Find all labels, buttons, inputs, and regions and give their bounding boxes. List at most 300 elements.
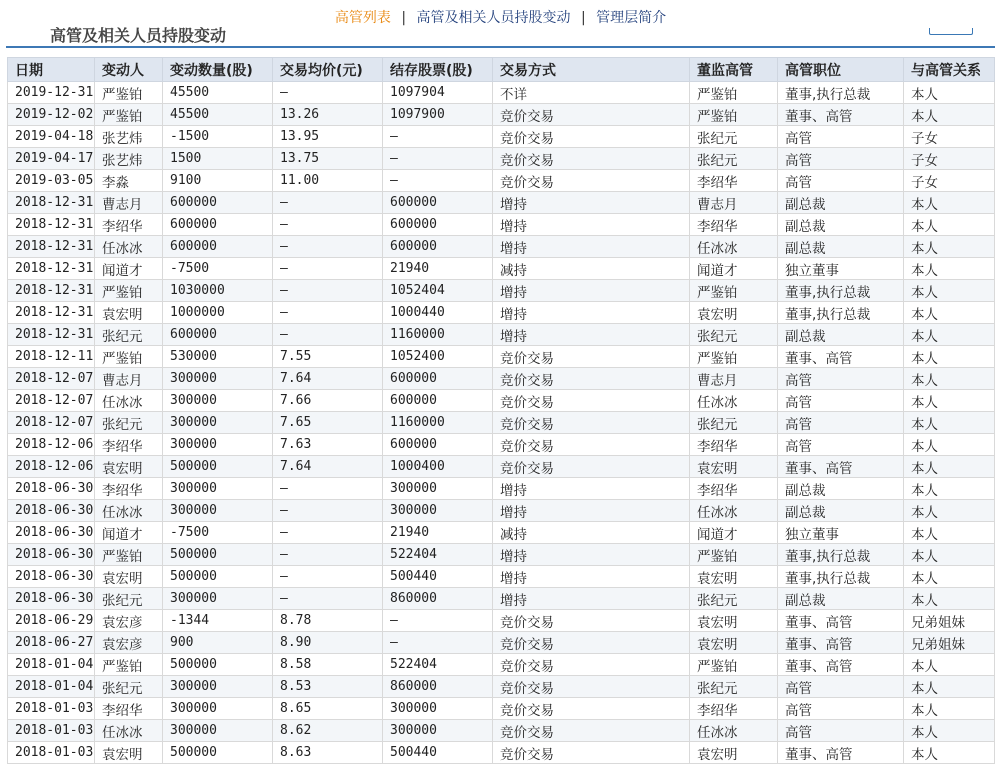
table-row: [8, 566, 995, 588]
cell-col-date: 2018-12-31: [8, 258, 95, 280]
cell-col-relation: 本人: [904, 720, 995, 742]
cell-col-balance: 500440: [383, 566, 493, 588]
cell-col-person: 张艺炜: [95, 126, 163, 148]
cell-col-date: 2018-06-30: [8, 478, 95, 500]
cell-col-director: 严鉴铂: [690, 544, 778, 566]
cell-col-date: 2018-06-30: [8, 566, 95, 588]
cell-col-balance: —: [383, 170, 493, 192]
cell-col-person: 严鉴铂: [95, 544, 163, 566]
cell-col-avg-price: —: [273, 500, 383, 522]
cell-col-change-qty: 500000: [163, 566, 273, 588]
cell-col-trade-method: 竞价交易: [493, 654, 690, 676]
cell-col-avg-price: —: [273, 214, 383, 236]
cell-col-change-qty: 1030000: [163, 280, 273, 302]
cell-col-date: 2018-12-11: [8, 346, 95, 368]
cell-col-date: 2019-03-05: [8, 170, 95, 192]
header-col-position[interactable]: 高管职位: [778, 58, 904, 82]
cell-col-director: 严鉴铂: [690, 82, 778, 104]
table-row: [8, 368, 995, 390]
cell-col-date: 2018-12-31: [8, 324, 95, 346]
cell-col-trade-method: 竞价交易: [493, 346, 690, 368]
cell-col-trade-method: 增持: [493, 544, 690, 566]
cell-col-person: 张艺炜: [95, 148, 163, 170]
cell-col-date: 2018-12-06: [8, 434, 95, 456]
cell-col-avg-price: 8.65: [273, 698, 383, 720]
table-row: [8, 258, 995, 280]
cell-col-avg-price: —: [273, 82, 383, 104]
cell-col-person: 袁宏明: [95, 302, 163, 324]
cell-col-avg-price: 8.53: [273, 676, 383, 698]
cell-col-director: 严鉴铂: [690, 280, 778, 302]
cell-col-director: 任冰冰: [690, 720, 778, 742]
table-row: [8, 126, 995, 148]
cell-col-balance: 522404: [383, 654, 493, 676]
cell-col-date: 2019-04-17: [8, 148, 95, 170]
cell-col-date: 2018-12-31: [8, 236, 95, 258]
cell-col-person: 张纪元: [95, 588, 163, 610]
cell-col-change-qty: 300000: [163, 676, 273, 698]
cell-col-balance: 300000: [383, 720, 493, 742]
cell-col-position: 董事、高管: [778, 654, 904, 676]
cell-col-trade-method: 增持: [493, 478, 690, 500]
cell-col-trade-method: 竞价交易: [493, 456, 690, 478]
cell-col-avg-price: 8.78: [273, 610, 383, 632]
cell-col-change-qty: 300000: [163, 390, 273, 412]
cell-col-person: 闻道才: [95, 258, 163, 280]
cell-col-date: 2018-12-07: [8, 368, 95, 390]
cell-col-avg-price: —: [273, 588, 383, 610]
cell-col-director: 袁宏明: [690, 302, 778, 324]
cell-col-date: 2018-01-03: [8, 742, 95, 764]
cell-col-date: 2018-01-03: [8, 720, 95, 742]
header-col-director[interactable]: 董监高管: [690, 58, 778, 82]
cell-col-avg-price: 7.55: [273, 346, 383, 368]
cell-col-balance: 500440: [383, 742, 493, 764]
table-row: [8, 434, 995, 456]
cell-col-relation: 子女: [904, 170, 995, 192]
table-row: [8, 170, 995, 192]
cell-col-date: 2018-12-31: [8, 302, 95, 324]
cell-col-change-qty: 9100: [163, 170, 273, 192]
header-col-change-qty[interactable]: 变动数量(股): [163, 58, 273, 82]
nav-holding-changes[interactable]: 高管及相关人员持股变动: [416, 10, 571, 26]
table-row: [8, 654, 995, 676]
cell-col-director: 袁宏明: [690, 566, 778, 588]
header-col-date[interactable]: 日期: [8, 58, 95, 82]
cell-col-position: 副总裁: [778, 192, 904, 214]
cell-col-relation: 本人: [904, 676, 995, 698]
cell-col-avg-price: 7.64: [273, 456, 383, 478]
cell-col-balance: 522404: [383, 544, 493, 566]
cell-col-balance: 1052404: [383, 280, 493, 302]
cell-col-director: 闻道才: [690, 522, 778, 544]
cell-col-date: 2018-06-30: [8, 500, 95, 522]
cell-col-change-qty: 1500: [163, 148, 273, 170]
cell-col-change-qty: -7500: [163, 258, 273, 280]
cell-col-relation: 本人: [904, 104, 995, 126]
cell-col-relation: 本人: [904, 324, 995, 346]
cell-col-relation: 本人: [904, 236, 995, 258]
cell-col-date: 2018-12-07: [8, 390, 95, 412]
cell-col-avg-price: 8.62: [273, 720, 383, 742]
cell-col-balance: 1052400: [383, 346, 493, 368]
cell-col-relation: 本人: [904, 588, 995, 610]
cell-col-person: 袁宏明: [95, 742, 163, 764]
cell-col-relation: 本人: [904, 654, 995, 676]
cell-col-director: 李绍华: [690, 478, 778, 500]
cell-col-trade-method: 竞价交易: [493, 698, 690, 720]
cell-col-date: 2018-06-27: [8, 632, 95, 654]
cell-col-change-qty: 300000: [163, 368, 273, 390]
nav-management-intro[interactable]: 管理层简介: [596, 10, 667, 26]
cell-col-avg-price: 13.75: [273, 148, 383, 170]
cell-col-position: 董事、高管: [778, 456, 904, 478]
cell-col-trade-method: 竞价交易: [493, 126, 690, 148]
cell-col-relation: 本人: [904, 500, 995, 522]
cell-col-director: 任冰冰: [690, 236, 778, 258]
cell-col-person: 任冰冰: [95, 236, 163, 258]
table-row: [8, 148, 995, 170]
cell-col-change-qty: 500000: [163, 456, 273, 478]
nav-separator: |: [401, 10, 407, 26]
cell-col-director: 严鉴铂: [690, 104, 778, 126]
cell-col-date: 2018-01-04: [8, 676, 95, 698]
cell-col-avg-price: 7.64: [273, 368, 383, 390]
cell-col-balance: 600000: [383, 192, 493, 214]
table-row: [8, 610, 995, 632]
cell-col-balance: 21940: [383, 258, 493, 280]
cell-col-date: 2018-12-31: [8, 280, 95, 302]
cell-col-change-qty: 600000: [163, 192, 273, 214]
table-body: [8, 82, 995, 764]
cell-col-director: 李绍华: [690, 214, 778, 236]
cell-col-relation: 兄弟姐妹: [904, 610, 995, 632]
cell-col-person: 袁宏明: [95, 566, 163, 588]
table-header-row: [8, 58, 995, 82]
cell-col-change-qty: 500000: [163, 742, 273, 764]
cell-col-person: 袁宏彦: [95, 610, 163, 632]
cell-col-director: 任冰冰: [690, 500, 778, 522]
cell-col-position: 董事、高管: [778, 632, 904, 654]
cell-col-position: 董事,执行总裁: [778, 566, 904, 588]
cell-col-relation: 本人: [904, 82, 995, 104]
cell-col-relation: 本人: [904, 192, 995, 214]
cell-col-change-qty: -1344: [163, 610, 273, 632]
cell-col-balance: 600000: [383, 214, 493, 236]
cell-col-date: 2018-06-30: [8, 544, 95, 566]
cell-col-change-qty: 300000: [163, 478, 273, 500]
cell-col-person: 张纪元: [95, 676, 163, 698]
cell-col-balance: —: [383, 126, 493, 148]
cell-col-avg-price: —: [273, 280, 383, 302]
cell-col-person: 任冰冰: [95, 500, 163, 522]
cell-col-relation: 本人: [904, 258, 995, 280]
cell-col-position: 董事,执行总裁: [778, 280, 904, 302]
holding-changes-table: [7, 57, 995, 764]
cell-col-position: 独立董事: [778, 522, 904, 544]
table-row: [8, 588, 995, 610]
cell-col-position: 高管: [778, 412, 904, 434]
cell-col-avg-price: —: [273, 192, 383, 214]
cell-col-balance: 21940: [383, 522, 493, 544]
cell-col-person: 任冰冰: [95, 720, 163, 742]
cell-col-relation: 子女: [904, 126, 995, 148]
cell-col-relation: 本人: [904, 214, 995, 236]
table-row: [8, 412, 995, 434]
header-col-trade-method[interactable]: 交易方式: [493, 58, 690, 82]
cell-col-person: 曹志月: [95, 368, 163, 390]
cell-col-change-qty: 300000: [163, 588, 273, 610]
cell-col-trade-method: 增持: [493, 214, 690, 236]
cell-col-director: 曹志月: [690, 192, 778, 214]
header-col-avg-price[interactable]: 交易均价(元): [273, 58, 383, 82]
section-title-bar: [6, 26, 995, 48]
cell-col-change-qty: 600000: [163, 324, 273, 346]
cell-col-relation: 本人: [904, 522, 995, 544]
cell-col-avg-price: 8.58: [273, 654, 383, 676]
table-row: [8, 676, 995, 698]
cell-col-person: 严鉴铂: [95, 104, 163, 126]
cell-col-position: 副总裁: [778, 478, 904, 500]
cell-col-director: 张纪元: [690, 148, 778, 170]
cell-col-trade-method: 竞价交易: [493, 610, 690, 632]
cell-col-position: 高管: [778, 676, 904, 698]
cell-col-person: 严鉴铂: [95, 82, 163, 104]
cell-col-change-qty: 45500: [163, 104, 273, 126]
cell-col-change-qty: 500000: [163, 654, 273, 676]
table-row: [8, 632, 995, 654]
cell-col-balance: 600000: [383, 368, 493, 390]
header-col-balance[interactable]: 结存股票(股): [383, 58, 493, 82]
table-row: [8, 104, 995, 126]
cell-col-relation: 本人: [904, 742, 995, 764]
cell-col-position: 副总裁: [778, 588, 904, 610]
cell-col-date: 2019-04-18: [8, 126, 95, 148]
cell-col-position: 董事,执行总裁: [778, 544, 904, 566]
cell-col-change-qty: -1500: [163, 126, 273, 148]
cell-col-trade-method: 增持: [493, 324, 690, 346]
cell-col-date: 2018-06-30: [8, 588, 95, 610]
cell-col-change-qty: 900: [163, 632, 273, 654]
cell-col-director: 李绍华: [690, 434, 778, 456]
table-row: [8, 500, 995, 522]
cell-col-change-qty: 300000: [163, 698, 273, 720]
table-row: [8, 742, 995, 764]
cell-col-change-qty: 300000: [163, 720, 273, 742]
cell-col-trade-method: 不详: [493, 82, 690, 104]
cell-col-person: 李绍华: [95, 214, 163, 236]
cell-col-balance: 860000: [383, 676, 493, 698]
cell-col-relation: 本人: [904, 280, 995, 302]
cell-col-balance: 300000: [383, 500, 493, 522]
cell-col-balance: 300000: [383, 478, 493, 500]
cell-col-trade-method: 竞价交易: [493, 148, 690, 170]
corner-frame: [929, 28, 973, 35]
cell-col-position: 董事、高管: [778, 104, 904, 126]
cell-col-balance: 1000440: [383, 302, 493, 324]
table-row: [8, 214, 995, 236]
cell-col-position: 副总裁: [778, 214, 904, 236]
cell-col-position: 高管: [778, 148, 904, 170]
cell-col-avg-price: —: [273, 566, 383, 588]
cell-col-director: 李绍华: [690, 698, 778, 720]
cell-col-date: 2019-12-02: [8, 104, 95, 126]
cell-col-date: 2019-12-31: [8, 82, 95, 104]
cell-col-trade-method: 竞价交易: [493, 434, 690, 456]
cell-col-trade-method: 竞价交易: [493, 390, 690, 412]
header-col-person[interactable]: 变动人: [95, 58, 163, 82]
cell-col-change-qty: 1000000: [163, 302, 273, 324]
cell-col-trade-method: 减持: [493, 522, 690, 544]
header-col-relation[interactable]: 与高管关系: [904, 58, 995, 82]
cell-col-avg-price: 7.66: [273, 390, 383, 412]
cell-col-director: 袁宏明: [690, 742, 778, 764]
cell-col-date: 2018-12-06: [8, 456, 95, 478]
cell-col-avg-price: —: [273, 324, 383, 346]
cell-col-avg-price: —: [273, 258, 383, 280]
cell-col-relation: 兄弟姐妹: [904, 632, 995, 654]
cell-col-director: 闻道才: [690, 258, 778, 280]
cell-col-director: 袁宏明: [690, 456, 778, 478]
cell-col-relation: 本人: [904, 346, 995, 368]
cell-col-trade-method: 增持: [493, 500, 690, 522]
cell-col-director: 袁宏明: [690, 610, 778, 632]
cell-col-person: 闻道才: [95, 522, 163, 544]
cell-col-trade-method: 竞价交易: [493, 104, 690, 126]
cell-col-relation: 本人: [904, 478, 995, 500]
cell-col-director: 张纪元: [690, 412, 778, 434]
table-row: [8, 544, 995, 566]
table-row: [8, 346, 995, 368]
cell-col-change-qty: 300000: [163, 500, 273, 522]
cell-col-avg-price: —: [273, 236, 383, 258]
cell-col-trade-method: 竞价交易: [493, 412, 690, 434]
cell-col-avg-price: 8.90: [273, 632, 383, 654]
cell-col-position: 董事,执行总裁: [778, 302, 904, 324]
cell-col-balance: 300000: [383, 698, 493, 720]
cell-col-position: 高管: [778, 170, 904, 192]
cell-col-position: 副总裁: [778, 324, 904, 346]
cell-col-avg-price: —: [273, 478, 383, 500]
cell-col-trade-method: 增持: [493, 302, 690, 324]
cell-col-trade-method: 增持: [493, 236, 690, 258]
table-row: [8, 302, 995, 324]
cell-col-person: 曹志月: [95, 192, 163, 214]
cell-col-director: 张纪元: [690, 324, 778, 346]
table-row: [8, 192, 995, 214]
cell-col-relation: 本人: [904, 544, 995, 566]
nav-separator: |: [580, 10, 586, 26]
cell-col-trade-method: 竞价交易: [493, 720, 690, 742]
cell-col-relation: 本人: [904, 698, 995, 720]
cell-col-relation: 本人: [904, 302, 995, 324]
cell-col-balance: 1097904: [383, 82, 493, 104]
cell-col-avg-price: 8.63: [273, 742, 383, 764]
nav-exec-list[interactable]: 高管列表: [334, 10, 391, 26]
cell-col-relation: 子女: [904, 148, 995, 170]
table-row: [8, 324, 995, 346]
cell-col-balance: 1160000: [383, 324, 493, 346]
cell-col-relation: 本人: [904, 456, 995, 478]
table-row: [8, 522, 995, 544]
table-row: [8, 82, 995, 104]
cell-col-director: 严鉴铂: [690, 346, 778, 368]
cell-col-position: 副总裁: [778, 500, 904, 522]
cell-col-date: 2018-01-03: [8, 698, 95, 720]
cell-col-avg-price: —: [273, 302, 383, 324]
cell-col-avg-price: 11.00: [273, 170, 383, 192]
cell-col-balance: 600000: [383, 236, 493, 258]
cell-col-trade-method: 减持: [493, 258, 690, 280]
cell-col-relation: 本人: [904, 368, 995, 390]
cell-col-relation: 本人: [904, 566, 995, 588]
cell-col-person: 袁宏彦: [95, 632, 163, 654]
cell-col-relation: 本人: [904, 390, 995, 412]
cell-col-avg-price: —: [273, 522, 383, 544]
cell-col-relation: 本人: [904, 434, 995, 456]
cell-col-position: 董事,执行总裁: [778, 82, 904, 104]
cell-col-director: 张纪元: [690, 676, 778, 698]
cell-col-balance: 600000: [383, 390, 493, 412]
cell-col-position: 副总裁: [778, 236, 904, 258]
cell-col-balance: —: [383, 610, 493, 632]
cell-col-person: 张纪元: [95, 324, 163, 346]
cell-col-balance: —: [383, 148, 493, 170]
cell-col-person: 袁宏明: [95, 456, 163, 478]
table-row: [8, 280, 995, 302]
cell-col-director: 李绍华: [690, 170, 778, 192]
cell-col-avg-price: 7.65: [273, 412, 383, 434]
cell-col-trade-method: 增持: [493, 192, 690, 214]
cell-col-change-qty: 45500: [163, 82, 273, 104]
cell-col-trade-method: 增持: [493, 588, 690, 610]
cell-col-avg-price: 13.95: [273, 126, 383, 148]
cell-col-position: 高管: [778, 720, 904, 742]
cell-col-director: 张纪元: [690, 588, 778, 610]
holding-changes-table-wrap: [7, 57, 994, 764]
cell-col-director: 张纪元: [690, 126, 778, 148]
cell-col-director: 袁宏明: [690, 632, 778, 654]
cell-col-change-qty: 530000: [163, 346, 273, 368]
cell-col-person: 李绍华: [95, 434, 163, 456]
cell-col-trade-method: 增持: [493, 566, 690, 588]
cell-col-director: 任冰冰: [690, 390, 778, 412]
cell-col-position: 高管: [778, 390, 904, 412]
cell-col-position: 独立董事: [778, 258, 904, 280]
table-row: [8, 236, 995, 258]
cell-col-person: 任冰冰: [95, 390, 163, 412]
cell-col-date: 2018-12-31: [8, 214, 95, 236]
cell-col-person: 李绍华: [95, 478, 163, 500]
table-row: [8, 456, 995, 478]
cell-col-person: 严鉴铂: [95, 346, 163, 368]
cell-col-change-qty: -7500: [163, 522, 273, 544]
cell-col-trade-method: 竞价交易: [493, 632, 690, 654]
cell-col-date: 2018-01-04: [8, 654, 95, 676]
cell-col-date: 2018-12-07: [8, 412, 95, 434]
cell-col-person: 李绍华: [95, 698, 163, 720]
cell-col-position: 高管: [778, 698, 904, 720]
cell-col-position: 董事、高管: [778, 346, 904, 368]
cell-col-trade-method: 竞价交易: [493, 170, 690, 192]
cell-col-avg-price: 7.63: [273, 434, 383, 456]
cell-col-person: 李淼: [95, 170, 163, 192]
table-row: [8, 390, 995, 412]
cell-col-position: 高管: [778, 434, 904, 456]
cell-col-person: 严鉴铂: [95, 654, 163, 676]
cell-col-person: 张纪元: [95, 412, 163, 434]
cell-col-change-qty: 300000: [163, 434, 273, 456]
